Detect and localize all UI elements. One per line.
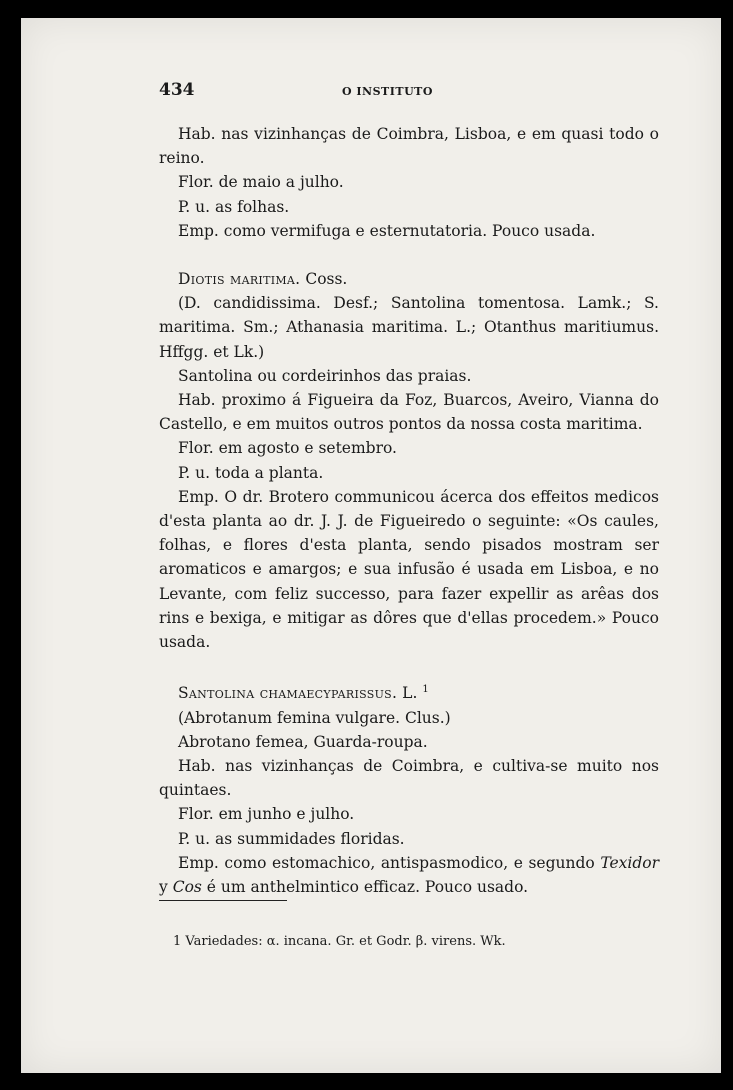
uses-paragraph: Emp. O dr. Brotero communicou ácerca dos effeitos medicos d'esta planta ao dr. J. J. de Figueiredo o seguinte: «Os caules, folhas, e flores d'esta planta, sendo pisados mostram ser aromaticos e amargos; e sua infusão é usada em Lisboa, e no Levante, com feliz successo, para fazer expellir as arêas dos rins e bexiga, e mitigar as dôres que d'ellas procedem.» Pouco usada. bbox=[159, 487, 659, 652]
footnote-reference: 1 bbox=[422, 684, 429, 696]
species-heading-diotis bbox=[159, 267, 659, 291]
species-author: L. bbox=[402, 684, 418, 703]
author-cos: Cos bbox=[172, 878, 202, 897]
uses-text-part: é um anthelmintico efficaz. Pouco usado. bbox=[206, 878, 529, 897]
running-title: O INSTITUTO bbox=[342, 85, 433, 98]
species-heading-santolina bbox=[159, 678, 659, 705]
species-author: Coss. bbox=[305, 270, 348, 289]
flowering-paragraph: Flor. em agosto e setembro. bbox=[178, 439, 397, 458]
footnote-text: Variedades: α. incana. Gr. et Godr. β. virens. Wk. bbox=[185, 934, 506, 949]
footnote-marker: 1 bbox=[173, 934, 182, 949]
habitat-paragraph: Hab. nas vizinhanças de Coimbra, Lisboa, e em quasi todo o reino. bbox=[159, 125, 659, 168]
footnote bbox=[159, 930, 659, 954]
uses-paragraph: Emp. como vermifuga e esternutatoria. Pouco usada. bbox=[178, 221, 596, 240]
author-texidor: Texidor bbox=[600, 853, 659, 872]
page-body bbox=[159, 122, 659, 899]
habitat-paragraph: Hab. proximo á Figueira da Foz, Buarcos, Aveiro, Vianna do Castello, e em muitos outros pontos da nossa costa maritima. bbox=[159, 391, 659, 434]
species-name: Santolina chamaecyparissus. bbox=[178, 684, 398, 703]
uses-text-part: Emp. como estomachico, antispasmodico, e segundo bbox=[178, 853, 595, 872]
spacer bbox=[159, 654, 659, 678]
synonyms-paragraph: (D. candidissima. Desf.; Santolina tomentosa. Lamk.; S. maritima. Sm.; Athanasia maritima. L.; Otanthus maritiumus. Hffgg. et Lk.) bbox=[159, 294, 659, 361]
parts-used-paragraph: P. u. toda a planta. bbox=[178, 463, 324, 482]
conjunction: y bbox=[159, 878, 168, 897]
parts-used-paragraph: P. u. as folhas. bbox=[178, 197, 290, 216]
vernacular-paragraph: Abrotano femea, Guarda-roupa. bbox=[178, 732, 428, 751]
footnote-rule bbox=[159, 900, 287, 901]
page-number: 434 bbox=[159, 80, 195, 100]
species-name: Diotis maritima. bbox=[178, 270, 301, 289]
vernacular-paragraph: Santolina ou cordeirinhos das praias. bbox=[178, 366, 472, 385]
flowering-paragraph: Flor. de maio a julho. bbox=[178, 173, 344, 192]
flowering-paragraph: Flor. em junho e julho. bbox=[178, 805, 355, 824]
page-header bbox=[159, 78, 659, 102]
spacer bbox=[159, 243, 659, 267]
book-page bbox=[21, 18, 721, 1073]
uses-paragraph bbox=[159, 851, 659, 899]
habitat-paragraph: Hab. nas vizinhanças de Coimbra, e cultiva-se muito nos quintaes. bbox=[159, 757, 659, 800]
synonyms-paragraph: (Abrotanum femina vulgare. Clus.) bbox=[178, 708, 451, 727]
parts-used-paragraph: P. u. as summidades floridas. bbox=[178, 829, 405, 848]
